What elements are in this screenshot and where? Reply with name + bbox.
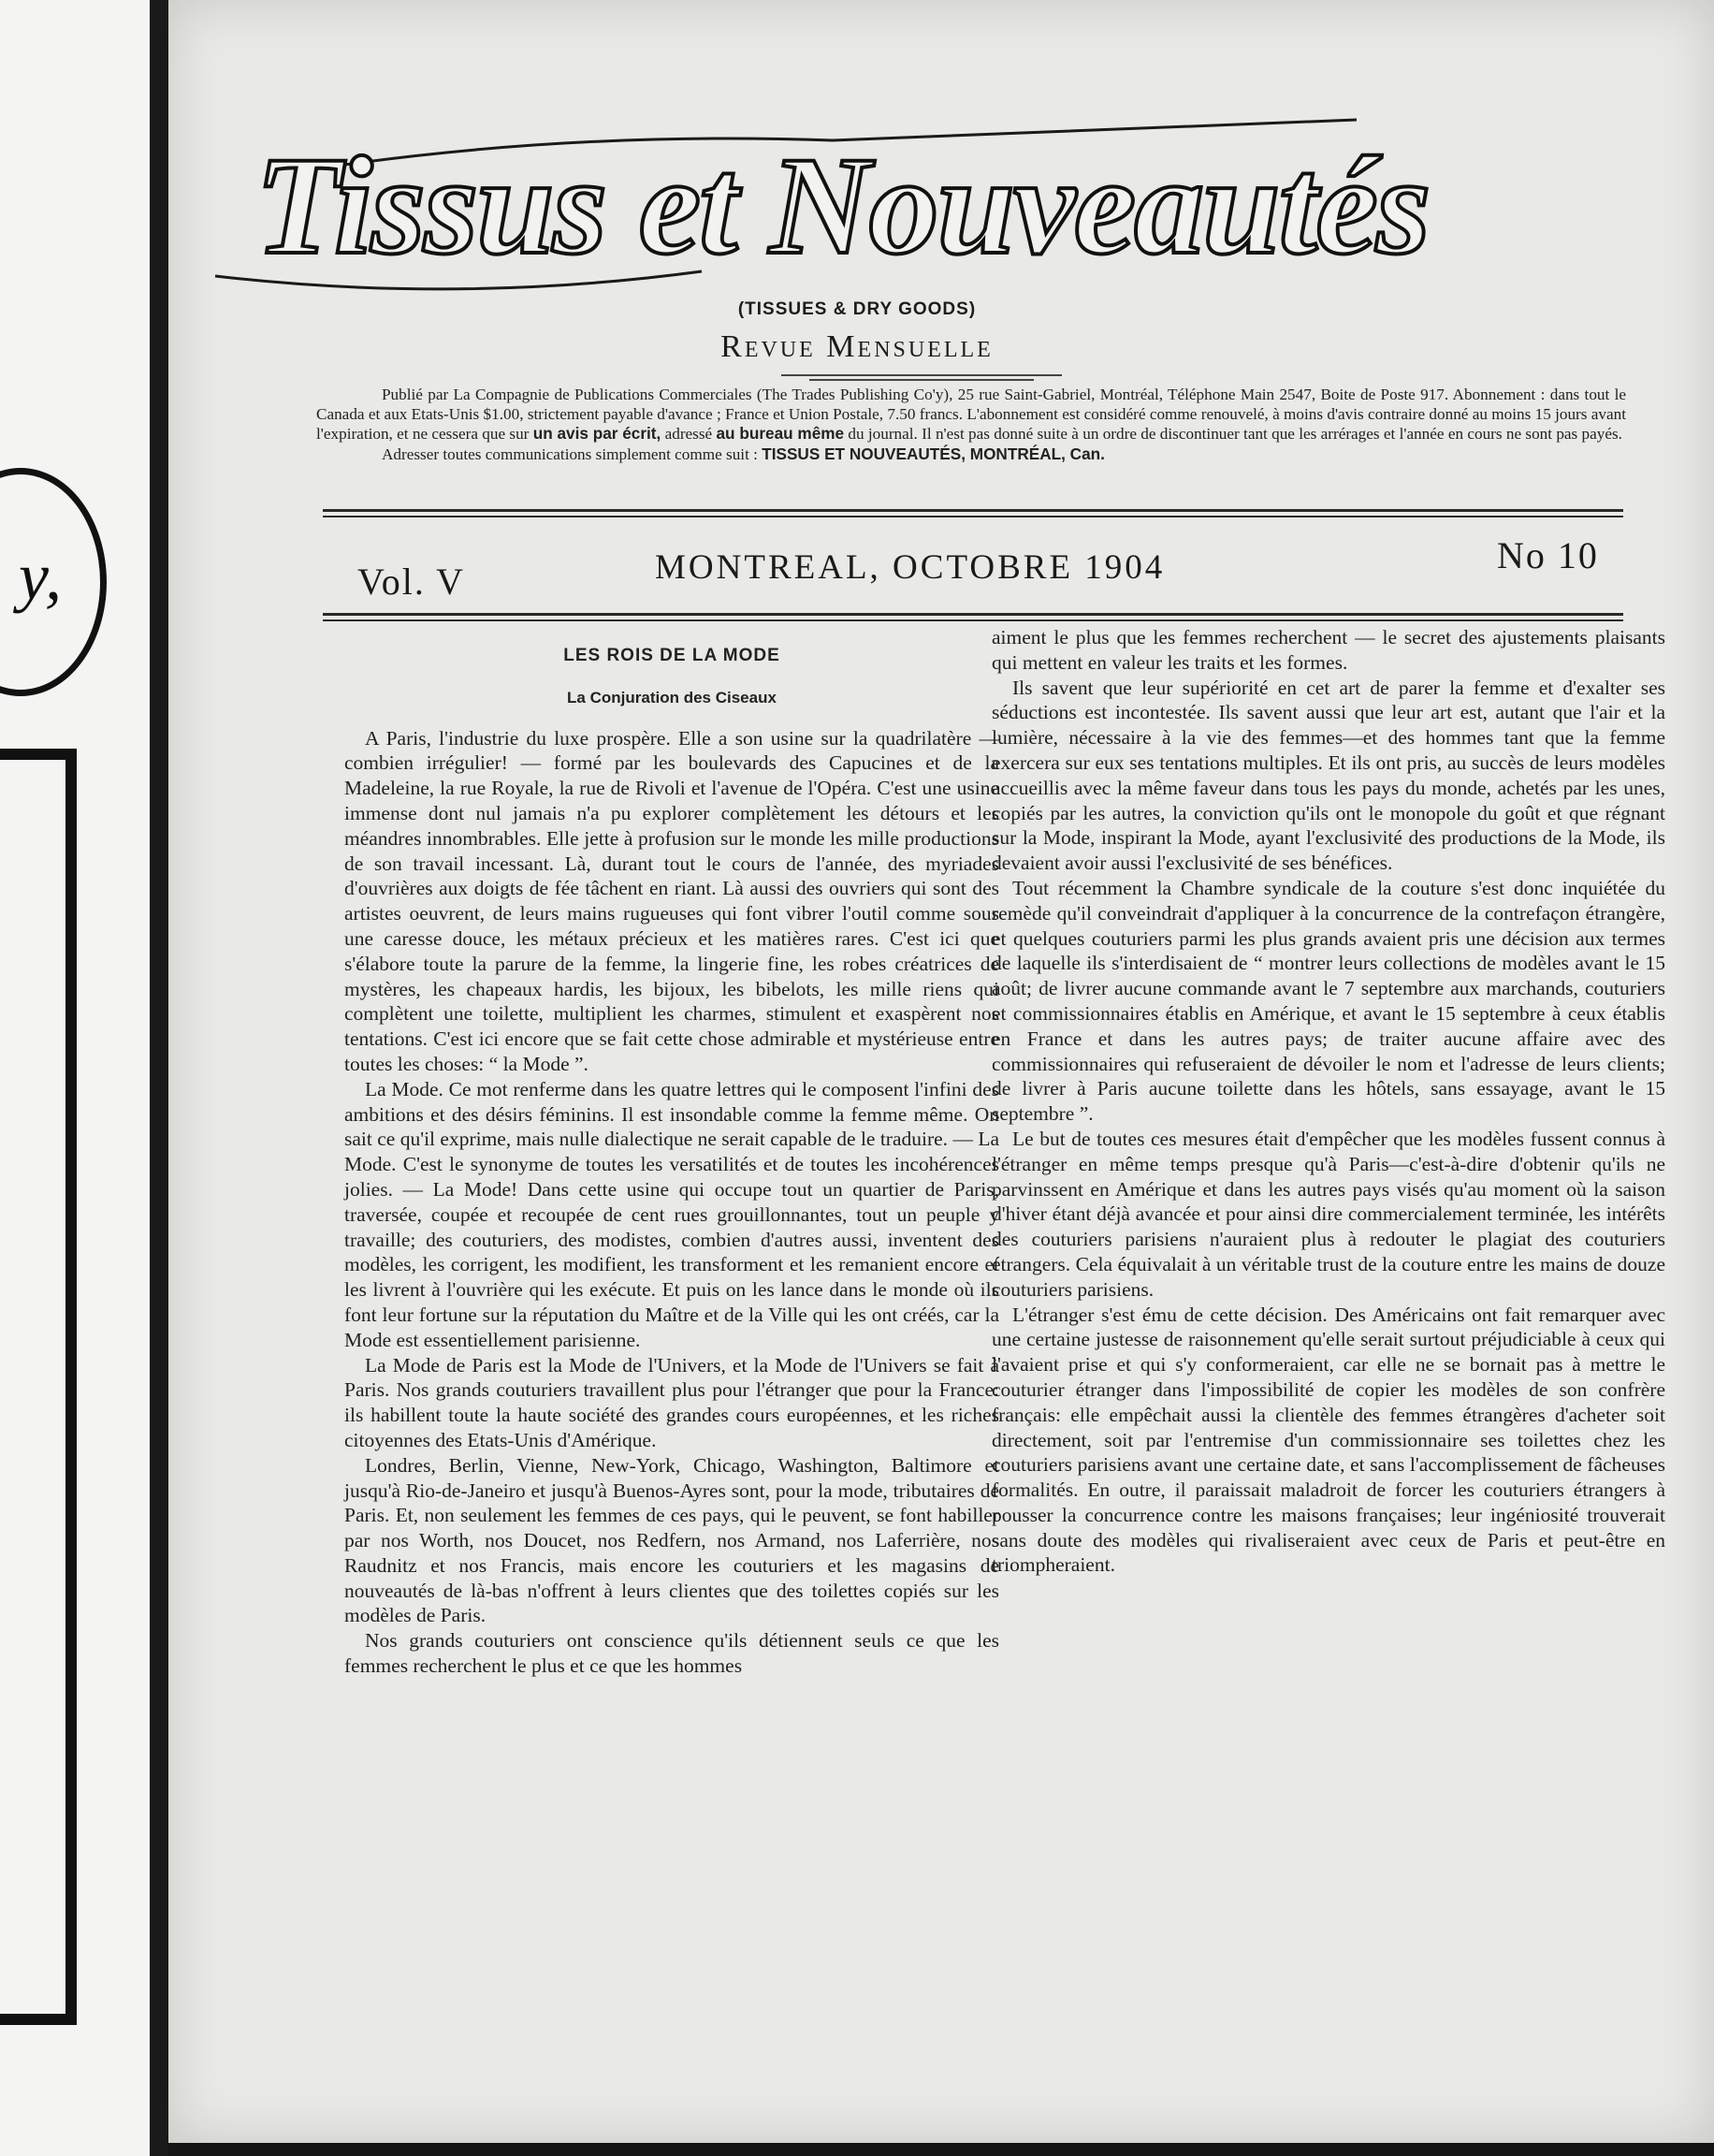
issue-number: No 10 [1497, 534, 1599, 576]
masthead-subtitle-english: (TISSUES & DRY GOODS) [737, 299, 977, 319]
pubinfo-address-line [316, 444, 1626, 465]
paragraph: A Paris, l'industrie du luxe prospère. Elle a son usine sur la quadrilatère — combien irrégulier! — formé par les boulevards des Capucines et de la Madeleine, la rue Royale, la rue de Rivoli et l'avenue de l'Opéra. C'est une usine immense dont nul jamais n'a pu explorer complètement les détours et les méandres innombrables. Elle jette à profusion sur le monde les mille productions de son travail incessant. Là, durant tout le cours de l'année, des myriades d'ouvrières aux doigts de fée tâchent en riant. Là aussi des ouvriers qui sont des artistes oeuvrent, de leurs mains rugueuses qui font vibrer l'outil comme sous une caresse douce, les métaux précieux et les matières rares. C'est ici que s'élabore toute la parure de la femme, la lingerie fine, les robes créatrices de mystères, les chapeaux hardis, les bijoux, les bibelots, les mille riens qui complètent une toilette, multiplient les charmes, stimulent et exaspèrent nos tentations. C'est ici encore que se fait cette chose admirable et mystérieuse entre toutes les choses: “ la Mode ”. [344, 726, 999, 1075]
pubinfo-text-3: du journal. Il n'est pas donné suite à un ordre de discontinuer tant que les arrérages et l'année en cours ne sont pas payés. [844, 425, 1622, 443]
paragraph: La Mode de Paris est la Mode de l'Univers, et la Mode de l'Univers se fait à Paris. Nos grands couturiers travaillent plus pour l'étranger que pour la France: ils habillent toute la haute société des grandes cours européennes, et les riches citoyennes des Etats-Unis d'Amérique. [344, 1353, 999, 1451]
paragraph: aiment le plus que les femmes recherchent — le secret des ajustements plaisants qui mettent en valeur les traits et les formes. [992, 626, 1665, 674]
article-column-right [992, 625, 1665, 1578]
masthead-revue-mensuelle: Revue Mensuelle [720, 329, 994, 364]
page-gutter [150, 0, 168, 2156]
issue-bar-rule-bottom-1 [323, 613, 1623, 616]
previous-page-box [0, 749, 77, 2025]
pubinfo-text: Publié par La Compagnie de Publications Commerciales (The Trades Publishing Co'y), 25 rue Saint-Gabriel, Montréal, Téléphone Main 2547, Boite de Poste 917. Abonnement : dans tout le Canada et aux Etats-Unis $1.00, strictement payable d'avance ; France et Union Postale, 7.50 francs. L'abonnement est considéré comme renouvelé, à moins d'avis contraire donné au moins 15 jours avant l'expiration, et ne cessera que sur [316, 386, 1626, 443]
pubinfo-bold-avis: un avis par écrit, [532, 424, 661, 443]
paragraph: Le but de toutes ces mesures était d'empêcher que les modèles fussent connus à l'étranger en même temps presque qu'à Paris—c'est-à-dire d'obtenir qu'ils ne parvinssent en Amérique et dans les autres pays visés qu'au moment où la saison d'hiver étant déjà avancée et pour ainsi dire commercialement terminée, les intérêts des couturiers parisiens n'auraient plus à redouter le plagiat des couturiers étrangers. Cela équivalait à un véritable trust de la couture entre les mains de douze couturiers parisiens. [992, 1127, 1665, 1301]
article-column-left [344, 644, 999, 1679]
masthead-title: Tissus et Nouveautés [254, 128, 1430, 284]
masthead-logo [178, 112, 1506, 299]
article-heading: LES ROIS DE LA MODE [563, 646, 780, 665]
volume-label: Vol. V [357, 561, 466, 603]
issue-bar-rule-bottom-2 [323, 619, 1623, 621]
pubinfo-text-2: adressé [661, 425, 717, 443]
pubinfo-address-prefix: Adresser toutes communications simplement comme suit : [382, 444, 763, 463]
paragraph: Londres, Berlin, Vienne, New-York, Chicago, Washington, Baltimore et jusqu'à Rio-de-Janeiro et jusqu'à Buenos-Ayres sont, pour la mode, tributaires de Paris. Et, non seulement les femmes de ces pays, qui le peuvent, se font habiller par nos Worth, nos Doucet, nos Redfern, nos Armand, nos Laferrière, nos Raudnitz et nos Francis, mais encore les couturiers et les magasins de nouveautés de là-bas n'offrent à leurs clientes que des toilettes copiés sur les modèles de Paris. [344, 1453, 999, 1627]
pubinfo-address-bold: TISSUS ET NOUVEAUTÉS, MONTRÉAL, Can. [762, 444, 1105, 463]
paragraph: La Mode. Ce mot renferme dans les quatre lettres qui le composent l'infini des ambitions et des désirs féminins. Il est insondable comme la femme même. On sait ce qu'il exprime, mais nulle dialectique ne serait capable de le traduire. — La Mode. C'est le synonyme de toutes les versatilités et de toutes les incohérences jolies. — La Mode! Dans cette usine qui occupe tout un quartier de Paris, traversée, coupée et recoupée de cent rues grouillonnantes, tout un peuple y travaille; des couturiers, des modistes, combien d'autres aussi, inventent des modèles, les corrigent, les modifient, les transforment et les remanient encore et les livrent à l'ouvrière qui les exécute. Et puis on les lance dans le monde où ils font leur fortune sur la réputation du Maître et de la Ville qui les ont créés, car la Mode est essentiellement parisienne. [344, 1077, 999, 1351]
dateline: MONTREAL, OCTOBRE 1904 [655, 548, 1166, 587]
paragraph: Tout récemment la Chambre syndicale de la couture s'est donc inquiétée du remède qu'il conveindrait d'appliquer à la concurrence de la contrefaçon étrangère, et quelques couturiers parmi les plus grands avaient pris une décision aux termes de laquelle ils s'interdisaient de “ montrer leurs collections de modèles avant le 15 août; de livrer aucune commande avant le 7 septembre aux marchands, couturiers et commissionnaires établis en Amérique, et avant le 15 septembre à ceux établis en France et dans les autres pays; de traiter aucune affaire avec des commissionnaires qui refuseraient de dévoiler le nom et l'adresse de leurs clients; de livrer à Paris aucune toilette dans les hôtels, sans essayage, avant le 15 septembre ”. [992, 876, 1665, 1126]
revue-rule-1 [781, 374, 1062, 376]
pubinfo-bold-bureau: au bureau même [716, 424, 845, 443]
publication-info [316, 386, 1626, 464]
previous-page-oval-text: y, [19, 539, 62, 614]
masthead-svg [178, 112, 1506, 299]
paragraph: L'étranger s'est ému de cette décision. Des Américains ont fait remarquer avec une certaine justesse de raisonnement qu'elle serait surtout préjudiciable à ceux qui l'avaient prise et qui s'y conformeraient, car elle ne se bornait pas à mettre le couturier étranger dans l'impossibilité de copier les modèles de son confrère français: elle empêchait aussi la clientèle des femmes étrangères d'acheter soit directement, soit par l'entremise d'un commissionnaire ses toilettes chez les couturiers parisiens avant une certaine date, et sans l'accomplissement de fâcheuses formalités. En outre, il paraissait maladroit de forcer les couturiers étrangers à pousser la concurrence contre les maisons françaises; leur ingéniosité trouverait sans doute des modèles qui rivaliseraient avec ceux de Paris et peut-être en triompheraient. [992, 1303, 1665, 1577]
paragraph: Nos grands couturiers ont conscience qu'ils détiennent seuls ce que les femmes recherchent le plus et ce que les hommes [344, 1629, 999, 1678]
issue-bar-rule-top-1 [323, 509, 1623, 512]
issue-bar-rule-top-2 [323, 516, 1623, 517]
article-subheading: La Conjuration des Ciseaux [567, 688, 777, 707]
revue-rule-2 [809, 379, 1034, 381]
paragraph: Ils savent que leur supériorité en cet art de parer la femme et d'exalter ses séductions est incontestée. Ils savent aussi que leur art est, autant que l'air et la lumière, nécessaire à la vie des femmes—et des hommes tant que la femme exercera sur eux ses tentations multiples. Et ils ont pris, au succès de leurs modèles accueillis avec la même faveur dans tous les pays du monde, achetés par les unes, copiés par les autres, la conviction qu'ils ont le monopole du goût et que régnant sur la Mode, inspirant la Mode, ayant l'exclusivité des productions de la Mode, ils devaient avoir aussi l'exclusivité de ses bénéfices. [992, 676, 1665, 875]
page-bottom-edge [168, 2143, 1714, 2156]
